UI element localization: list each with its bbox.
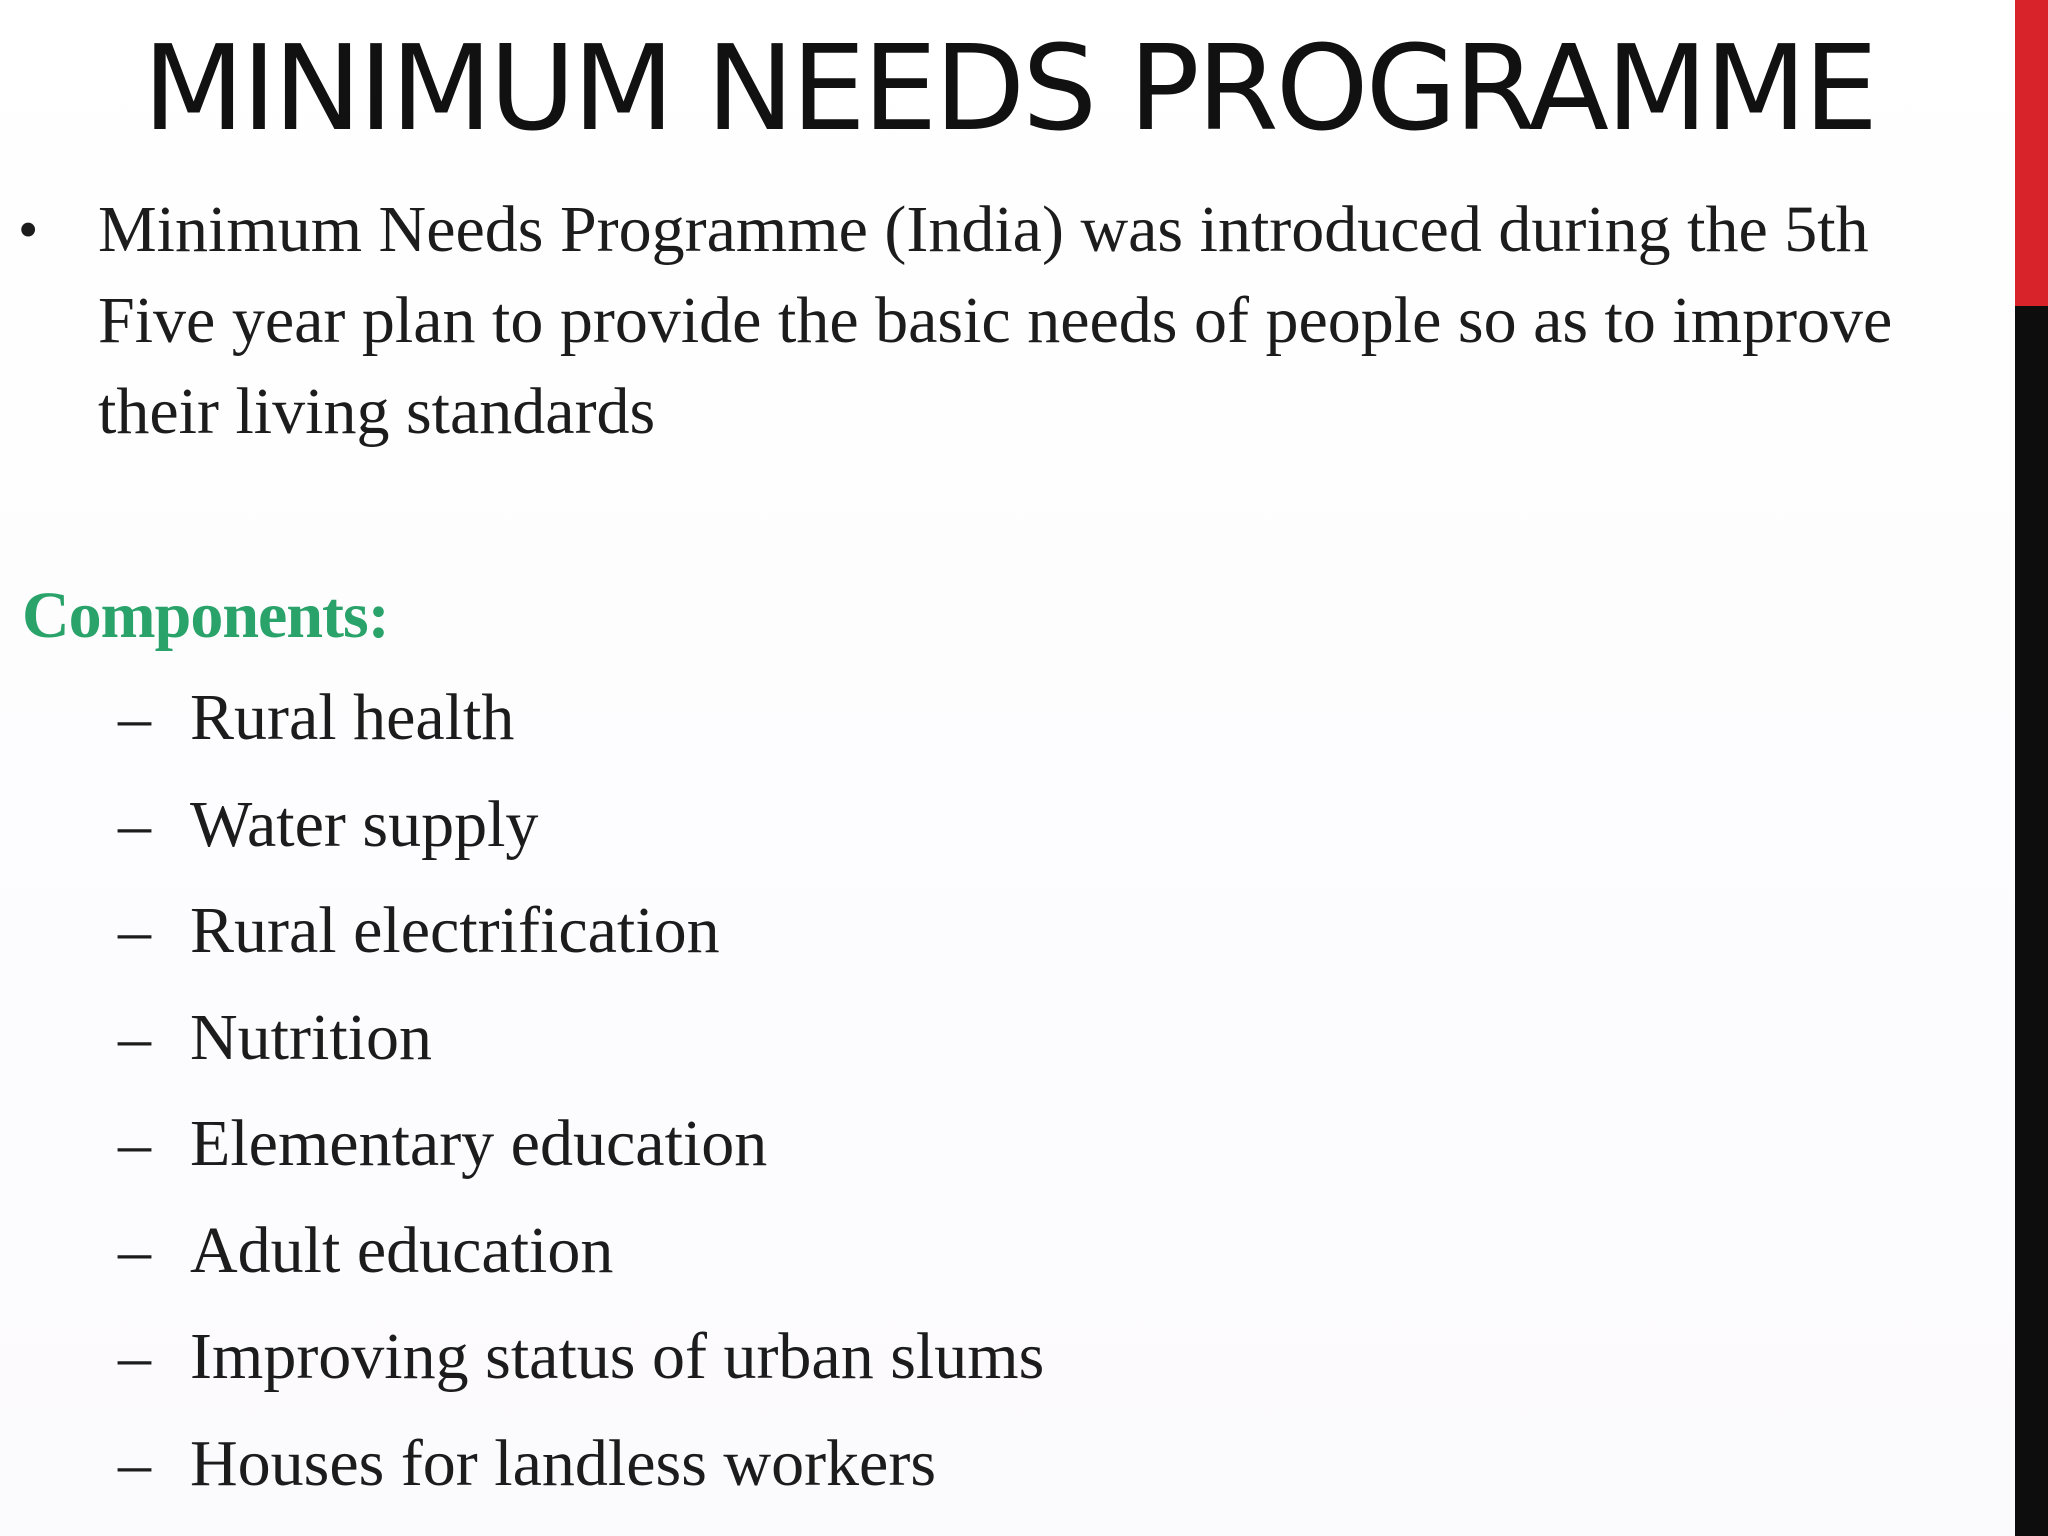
dash-bullet-icon: – — [118, 681, 151, 754]
intro-text: Minimum Needs Programme (India) was introduced during the 5th Five year plan to provide the basic needs of people so as to improve their living standards — [98, 193, 1893, 448]
bullet-icon: • — [18, 197, 39, 262]
dash-bullet-icon: – — [118, 894, 151, 967]
list-item — [118, 678, 1044, 785]
side-accent-red-block — [2015, 0, 2048, 306]
side-accent-bar — [2015, 0, 2048, 1536]
dash-bullet-icon: – — [118, 787, 151, 861]
list-item — [118, 1104, 1044, 1211]
list-item-label: Rural health — [190, 681, 515, 754]
side-accent-dark-block — [2015, 306, 2048, 1536]
list-item-label: Water supply — [190, 787, 539, 861]
list-item-label: Elementary education — [190, 1107, 768, 1180]
list-item-label: Houses for landless workers — [190, 1426, 937, 1500]
dash-bullet-icon: – — [118, 1426, 151, 1500]
dash-bullet-icon: – — [118, 1107, 151, 1180]
list-item-label: Improving status of urban slums — [190, 1320, 1045, 1393]
list-item — [118, 1317, 1044, 1424]
list-item-label: Nutrition — [190, 1000, 432, 1074]
components-heading: Components: — [22, 579, 389, 652]
components-list — [118, 678, 1044, 1530]
list-item-label: Adult education — [190, 1213, 614, 1287]
intro-bullet-point — [18, 184, 1998, 457]
dash-bullet-icon: – — [118, 1000, 151, 1074]
list-item — [118, 891, 1044, 998]
list-item — [118, 1211, 1044, 1318]
list-item — [118, 785, 1044, 892]
list-item-label: Rural electrification — [190, 894, 720, 967]
slide-title: MINIMUM NEEDS PROGRAMME — [142, 19, 1876, 157]
dash-bullet-icon: – — [118, 1320, 151, 1393]
list-item — [118, 998, 1044, 1105]
dash-bullet-icon: – — [118, 1213, 151, 1287]
list-item — [118, 1424, 1044, 1531]
